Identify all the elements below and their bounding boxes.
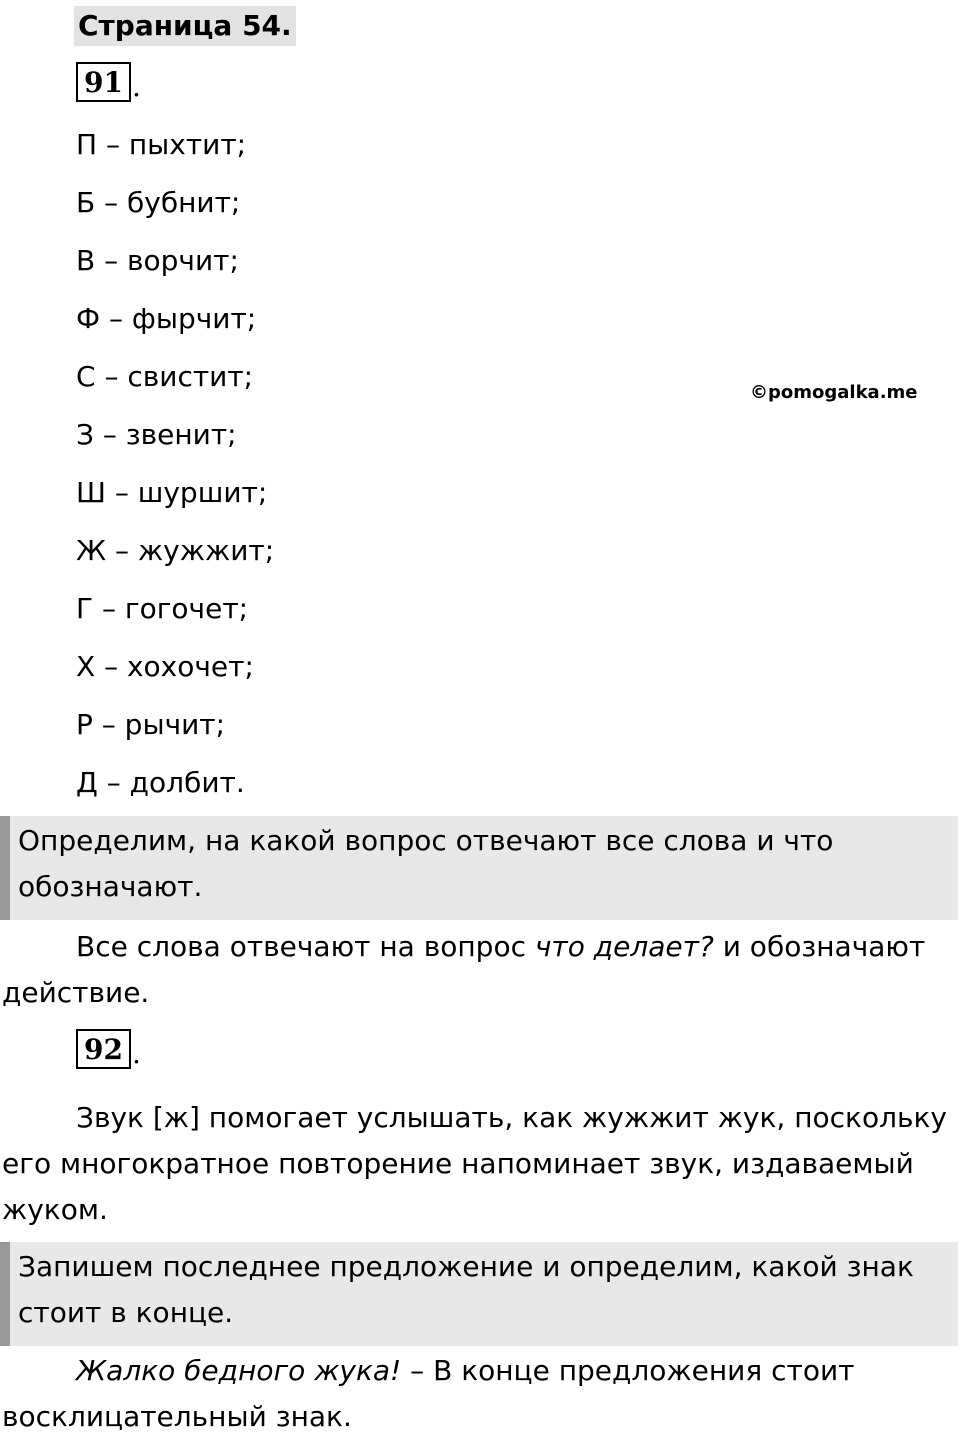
sound-verb-list xyxy=(76,118,274,814)
task-number-dot: . xyxy=(131,1037,141,1070)
list-item: Ш – шуршит; xyxy=(76,476,268,509)
list-item: П – пыхтит; xyxy=(76,128,247,161)
example-sentence: Жалко бедного жука! xyxy=(76,1354,402,1387)
list-item: Ж – жужжит; xyxy=(76,534,275,567)
answer-text: и обозначают действие. xyxy=(2,930,926,1009)
list-item: С – свистит; xyxy=(76,360,254,393)
list-item: З – звенит; xyxy=(76,418,237,451)
list-item: В – ворчит; xyxy=(76,244,239,277)
list-item: Б – бубнит; xyxy=(76,186,241,219)
list-item: Ф – фырчит; xyxy=(76,302,257,335)
watermark: ©pomogalka.me xyxy=(750,382,918,403)
task-number-92 xyxy=(76,1031,141,1069)
answer-text: Все слова отвечают на вопрос xyxy=(76,930,535,963)
task-number-box: 92 xyxy=(76,1029,131,1069)
list-item: Х – хохочет; xyxy=(76,650,254,683)
list-item: Р – рычит; xyxy=(76,708,226,741)
answer-92: Звук [ж] помогает услышать, как жужжит жук, поскольку его многократное повторение напоминает звук, издаваемый жуком. xyxy=(2,1101,947,1226)
note-box-92: Запишем последнее предложение и определим, какой знак стоит в конце. xyxy=(0,1242,958,1346)
answer-question: что делает? xyxy=(534,930,714,963)
list-item: Д – долбит. xyxy=(76,766,245,799)
page-title: Страница 54. xyxy=(74,6,296,46)
task-number-box: 91 xyxy=(76,62,131,102)
answer-91 xyxy=(2,924,947,1016)
task-number-dot: . xyxy=(131,70,141,103)
final-answer-text: – В конце предложения стоит восклицательный знак. xyxy=(2,1354,855,1433)
final-answer-92 xyxy=(2,1348,947,1440)
task-number-91 xyxy=(76,64,141,102)
list-item: Г – гогочет; xyxy=(76,592,249,625)
note-box-91: Определим, на какой вопрос отвечают все слова и что обозначают. xyxy=(0,816,958,920)
